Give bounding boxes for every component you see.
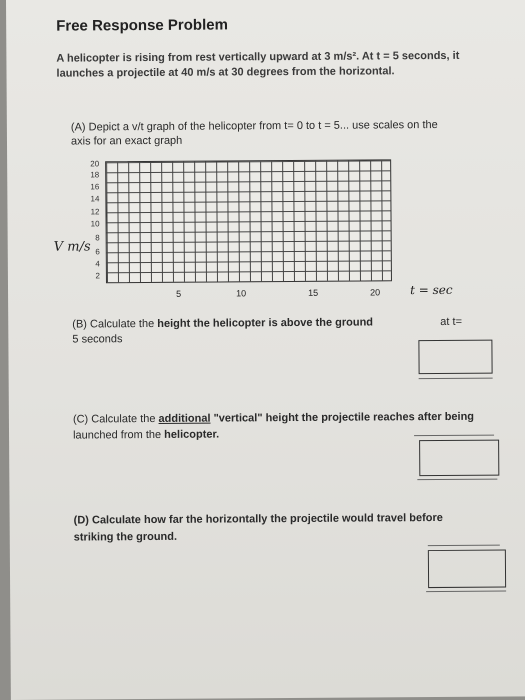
part-d-prefix: (D) (73, 514, 89, 527)
answer-box-d[interactable] (428, 550, 506, 589)
y-axis-label: V m/s (53, 239, 91, 255)
y-tick-label: 14 (90, 194, 100, 204)
part-a-line-1: (A) Depict a v/t graph of the helicopter from t= 0 to t = 5... use scales on the (70, 118, 438, 134)
part-b-text: height the helicopter is above the ground (157, 316, 374, 330)
part-a-question (71, 118, 491, 149)
answer-line-d (426, 591, 506, 593)
y-tick-label: 4 (95, 259, 100, 269)
x-tick-label: 10 (236, 288, 247, 299)
x-axis-label: t = sec (409, 282, 453, 298)
part-d-line-1 (74, 510, 494, 530)
y-tick-label: 18 (90, 170, 100, 180)
y-tick-label: 6 (95, 247, 100, 257)
x-tick-label: 15 (308, 287, 319, 298)
y-tick-label: 12 (90, 207, 100, 217)
x-tick-label: 5 (176, 288, 182, 299)
x-tick-label: 20 (370, 287, 381, 298)
part-c-question (73, 409, 493, 444)
vt-graph-grid (105, 159, 392, 283)
problem-intro (56, 49, 486, 82)
worksheet-page (6, 0, 525, 700)
y-tick-label: 2 (95, 271, 100, 281)
part-c-line-2-pre: launched from the (73, 428, 162, 442)
part-c-emphasis: additional (158, 412, 211, 425)
part-b-line-2: 5 seconds (72, 333, 123, 346)
intro-line-2: launches a projectile at 40 m/s at 30 degrees from the horizontal. (56, 65, 395, 80)
part-c-prefix: (C) Calculate the (72, 412, 156, 426)
part-c-line-2-emphasis: helicopter. (164, 428, 220, 441)
part-a-line-2: axis for an exact graph (70, 134, 183, 148)
answer-box-b[interactable] (418, 340, 492, 375)
answer-line-c (417, 479, 497, 481)
y-tick-label: 16 (90, 182, 100, 192)
part-d-question (74, 510, 494, 547)
y-tick-label: 20 (90, 159, 100, 169)
intro-line-1: A helicopter is rising from rest vertically upward at 3 m/s². At t = 5 seconds, it (56, 49, 460, 65)
part-c-text: "vertical" height the projectile reaches after being (213, 410, 475, 425)
part-d-line-2: striking the ground. (73, 530, 178, 544)
y-tick-label: 8 (95, 233, 100, 243)
page-title: Free Response Problem (56, 16, 228, 35)
part-b-tail: at t= (440, 315, 463, 328)
part-d-text: how far the horizontally the projectile would travel before (143, 511, 443, 527)
part-b-prefix: (B) Calculate the (72, 317, 155, 331)
y-tick-label: 10 (90, 219, 100, 229)
part-d-emphasis: Calculate (91, 514, 141, 527)
answer-box-c[interactable] (419, 440, 499, 477)
answer-line-d-top (428, 545, 500, 547)
part-c-line-1 (73, 409, 493, 428)
answer-line-b (419, 378, 493, 380)
